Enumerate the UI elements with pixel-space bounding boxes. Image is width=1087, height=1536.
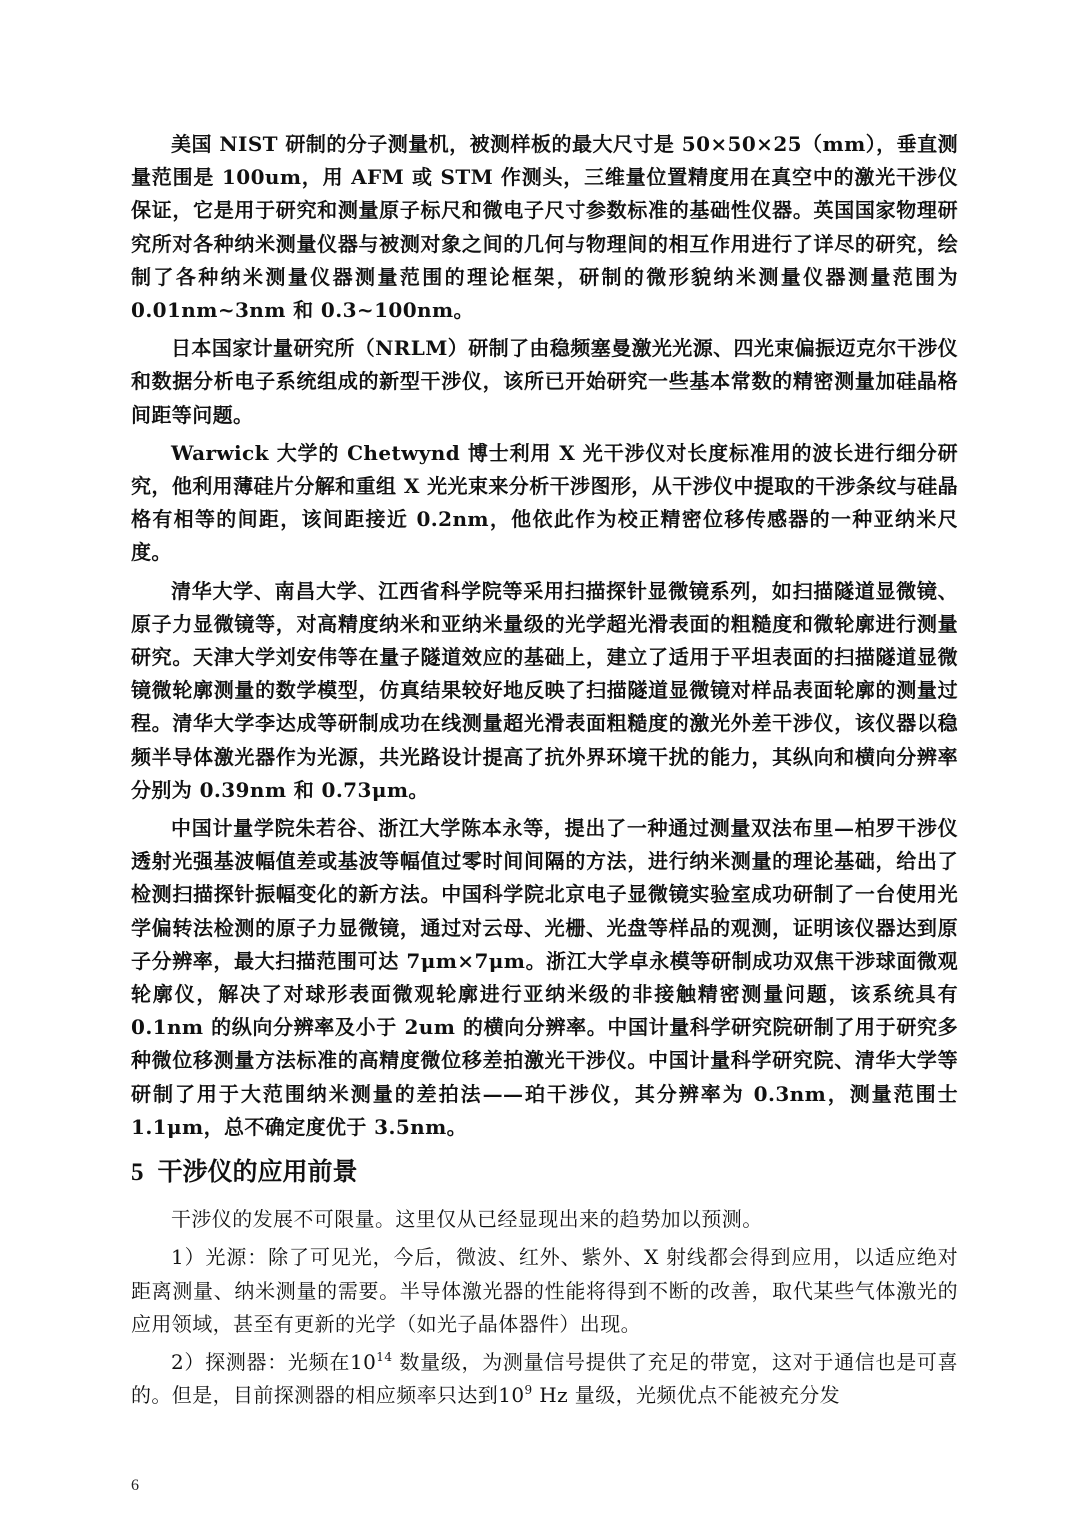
- section-title: 干涉仪的应用前景: [157, 1157, 358, 1187]
- paragraph-intro: 干涉仪的发展不可限量。这里仅从已经显现出来的趋势加以预测。: [171, 1207, 763, 1232]
- power-base-1: 10: [350, 1349, 377, 1374]
- paragraph-nrlm: 日本国家计量研究所（NRLM）研制了由稳频塞曼激光光源、四光束偏振迈克尔干涉仪和数据分析电子系统组成的新型干涉仪，该所已开始研究一些基本常数的精密测量加硅晶格间距等问题。: [131, 336, 958, 427]
- detector-text-3: Hz 量级，光频优点不能被充分发: [532, 1383, 840, 1408]
- page-body: [131, 128, 958, 1417]
- paragraph-detector: [131, 1346, 958, 1412]
- paragraph-warwick: Warwick 大学的 Chetwynd 博士利用 X 光干涉仪对长度标准用的波长进行细分研究，他利用薄硅片分解和重组 X 光光束来分析干涉图形，从干涉仪中提取的干涉条纹与硅晶格有相等的间距，该间距接近 0.2nm，他依此作为校正精密位移传感器的一种亚纳米尺度。: [131, 440, 958, 565]
- detector-text-2: 数量级，为测量信号提供了充足的带宽，这对于通信也是可喜的。但是，目前探测器的相应频率只达到: [131, 1349, 959, 1408]
- power-base-2: 10: [498, 1383, 525, 1408]
- paragraph-china-metrology: 中国计量学院朱若谷、浙江大学陈本永等，提出了一种通过测量双法布里—柏罗干涉仪透射光强基波幅值差或基波等幅值过零时间间隔的方法，进行纳米测量的理论基础，给出了检测扫描探针振幅变化的新方法。中国科学院北京电子显微镜实验室成功研制了一台使用光学偏转法检测的原子力显微镜，通过对云母、光栅、光盘等样品的观测，证明该仪器达到原子分辨率，最大扫描范围可达 7μm×7μm。浙江大学卓永模等研制成功双焦干涉球面微观轮廓仪，解决了对球形表面微观轮廓进行亚纳米级的非接触精密测量问题，该系统具有 0.1nm 的纵向分辨率及小于 2um 的横向分辨率。中国计量科学研究院研制了用于研究多种微位移测量方法标准的高精度微位移差拍激光干涉仪。中国计量科学研究院、清华大学等研制了用于大范围纳米测量的差拍法——珀干涉仪，其分辨率为 0.3nm，测量范围士 1.1μm，总不确定度优于 3.5nm。: [131, 816, 958, 1139]
- section-number: 5: [131, 1159, 144, 1187]
- power-exponent-1: 14: [376, 1349, 393, 1364]
- paragraph-light-source: 1）光源：除了可见光，今后，微波、红外、紫外、X 射线都会得到应用，以适应绝对距离测量、纳米测量的需要。半导体激光器的性能将得到不断的改善，取代某些气体激光的应用领域，甚至有更新的光学（如光子晶体器件）出现。: [131, 1245, 958, 1336]
- power-exponent-2: 9: [524, 1383, 533, 1398]
- paragraph-tsinghua: 清华大学、南昌大学、江西省科学院等采用扫描探针显微镜系列，如扫描隧道显微镜、原子力显微镜等，对高精度纳米和亚纳米量级的光学超光滑表面的粗糙度和微轮廓进行测量研究。天津大学刘安伟等在量子隧道效应的基础上，建立了适用于平坦表面的扫描隧道显微镜微轮廓测量的数学模型，仿真结果较好地反映了扫描隧道显微镜对样品表面轮廓的测量过程。清华大学李达成等研制成功在线测量超光滑表面粗糙度的激光外差干涉仪，该仪器以稳频半导体激光器作为光源，共光路设计提高了抗外界环境干扰的能力，其纵向和横向分辨率分别为 0.39nm 和 0.73μm。: [131, 578, 958, 802]
- paragraph-nist: 美国 NIST 研制的分子测量机，被测样板的最大尺寸是 50×50×25（mm），垂直测量范围是 100um，用 AFM 或 STM 作测头，三维量位置精度用在真空中的激光干涉仪保证，它是用于研究和测量原子标尺和微电子尺寸参数标准的基础性仪器。英国国家物理研究所对各种纳米测量仪器与被测对象之间的几何与物理间的相互作用进行了详尽的研究，绘制了各种纳米测量仪器测量范围的理论框架，研制的微形貌纳米测量仪器测量范围为 0.01nm~3nm 和 0.3~100nm。: [131, 132, 958, 323]
- detector-text-1: 2）探测器：光频在: [171, 1349, 351, 1374]
- page-number: 6: [131, 1477, 139, 1494]
- section-heading: [131, 1152, 958, 1193]
